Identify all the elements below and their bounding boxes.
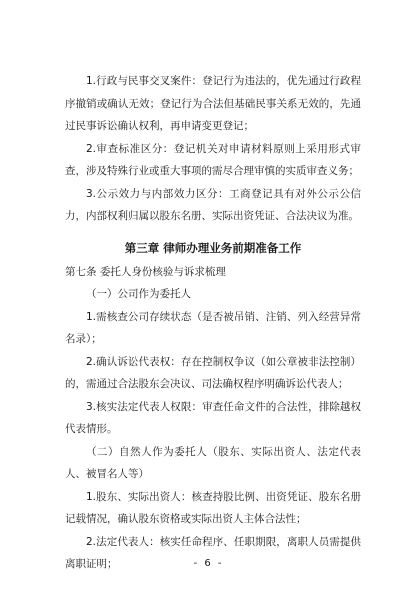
chapter-heading: 第三章 律师办理业务前期准备工作 xyxy=(124,240,302,255)
section-one-item-1: 1.需核查公司存续状态（是否被吊销、注销、列入经营异常名录）； xyxy=(65,310,361,345)
section-one-item-2: 2.确认诉讼代表权：存在控制权争议（如公章被非法控制）的，需通过合法股东会决议、司法确权程序明确诉讼代表人； xyxy=(65,355,361,390)
section-two-item-1: 1.股东、实际出资人：核查持股比例、出资凭证、股东名册记载情况，确认股东资格或实际出资人主体合法性； xyxy=(65,490,361,525)
paragraph-publicity-effect: 3.公示效力与内部效力区分：工商登记具有对外公示公信力，内部权利归属以股东名册、实际出资凭证、合法决议为准。 xyxy=(65,187,361,222)
page-body xyxy=(65,70,361,576)
section-two-title: （二）自然人作为委托人（股东、实际出资人、法定代表人、被冒名人等） xyxy=(65,445,361,480)
article-heading: 第七条 委托人身份核验与诉求梳理 xyxy=(65,265,226,278)
section-one-item-3: 3.核实法定代表人权限：审查任命文件的合法性，排除越权代表情形。 xyxy=(65,400,361,435)
paragraph-administrative-civil-cross: 1.行政与民事交叉案件：登记行为违法的，优先通过行政程序撤销或确认无效；登记行为合法但基础民事关系无效的，先通过民事诉讼确认权利，再申请变更登记； xyxy=(65,75,361,132)
section-two-item-2: 2.法定代表人：核实任命程序、任职期限，离职人员需提供离职证明； xyxy=(65,535,361,570)
paragraph-review-standard: 2.审查标准区分：登记机关对申请材料原则上采用形式审查，涉及特殊行业或重大事项的需尽合理审慎的实质审查义务； xyxy=(65,142,361,177)
section-one-title: （一）公司作为委托人 xyxy=(86,288,191,300)
page-number: - 6 - xyxy=(193,558,224,569)
